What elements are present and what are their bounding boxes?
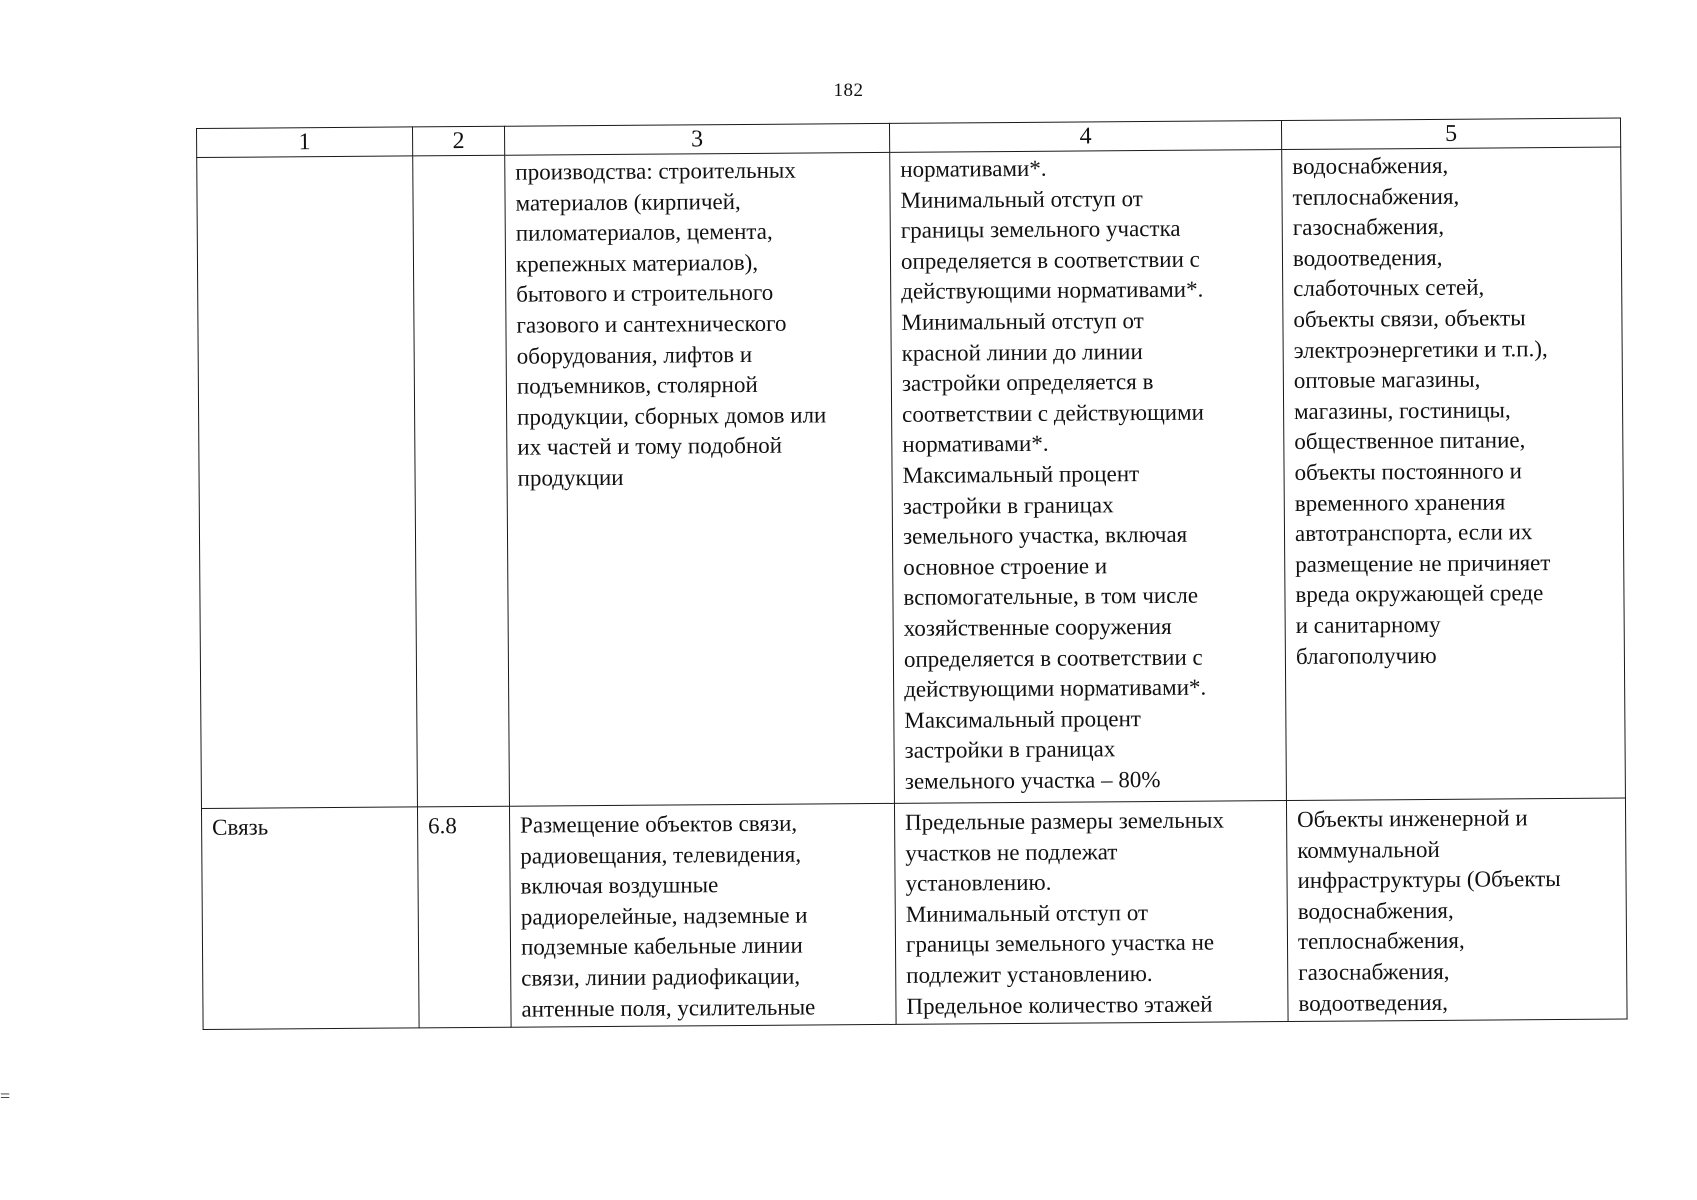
- parameters-cell: [894, 801, 1288, 1025]
- column-header-1: 1: [197, 127, 413, 158]
- use-code-cell: [417, 806, 511, 1028]
- use-description-cell: [509, 803, 896, 1027]
- use-name-cell: [197, 156, 418, 809]
- column-header-3: 3: [504, 123, 889, 155]
- regulations-table: [196, 118, 1627, 1030]
- use-description-text: производства: строительных материалов (кирпичей, пиломатериалов, цемента, крепежных материалов), бытового и строительного газового и сантехнического оборудования, лифтов и подъемников, столярной продукции, сборных домов или их частей и тому подобной продукции: [515, 157, 827, 491]
- parameters-text: нормативами*. Минимальный отступ от границы земельного участка определяется в соответствии с действующими нормативами*. Минимальный отступ от красной линии до линии застройки определяется в соответствии с действующими нормативами*. Максимальный процент застройки в границах земельного участка, включая основное строение и вспомогательные, в том числе хозяйственные сооружения определяется в соответствии с действующими нормативами*. Максимальный процент застройки в границах земельного участка – 80%: [900, 155, 1207, 794]
- use-name-text: Связь: [212, 814, 269, 840]
- page-number: 182: [833, 80, 864, 101]
- use-code-cell: [413, 155, 510, 807]
- column-header-5: 5: [1281, 118, 1620, 149]
- use-name-cell: [201, 807, 419, 1030]
- scan-artifact-mark: =: [0, 1086, 11, 1106]
- table-row: [201, 798, 1627, 1029]
- auxiliary-uses-cell: [1286, 798, 1627, 1021]
- use-name-text: [197, 156, 412, 160]
- auxiliary-uses-text: Объекты инженерной и коммунальной инфраструктуры (Объекты водоснабжения, теплоснабжения, газоснабжения, водоотведения,: [1297, 805, 1561, 1016]
- use-description-text: Размещение объектов связи, радиовещания, телевидения, включая воздушные радиорелейные, надземные и подземные кабельные линии связи, линии радиофикации, антенные поля, усилительные: [520, 810, 816, 1022]
- parameters-text: Предельные размеры земельных участков не подлежат установлению. Минимальный отступ от границы земельного участка не подлежит установлению. Предельное количество этажей: [905, 807, 1225, 1019]
- use-code-text: 6.8: [428, 813, 457, 839]
- column-header-4: 4: [889, 121, 1281, 153]
- table-row: [197, 147, 1626, 808]
- parameters-cell: [890, 150, 1287, 804]
- column-header-2: 2: [412, 126, 504, 156]
- use-description-cell: [505, 152, 895, 806]
- use-code-text: [413, 156, 504, 159]
- auxiliary-uses-cell: [1282, 147, 1626, 800]
- auxiliary-uses-text: водоснабжения, теплоснабжения, газоснабжения, водоотведения, слаботочных сетей, объекты связи, объекты электроэнергетики и т.п.), оптовые магазины, магазины, гостиницы, общественное питание, объекты постоянного и временного хранения автотранспорта, если их размещение не причиняет вреда окружающей среде и санитарному благополучию: [1292, 152, 1551, 669]
